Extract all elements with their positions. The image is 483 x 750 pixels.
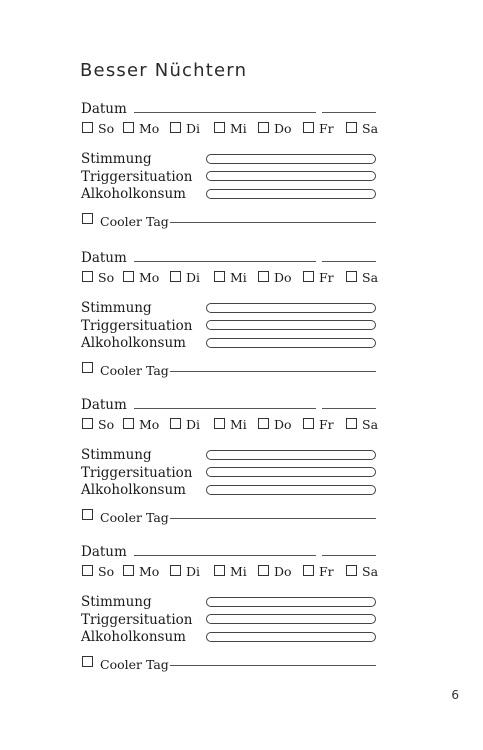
datum-line[interactable] bbox=[134, 408, 316, 409]
datum-line-short[interactable] bbox=[322, 555, 376, 556]
stimmung-label: Stimmung bbox=[81, 447, 152, 463]
stimmung-label: Stimmung bbox=[81, 594, 152, 610]
checkbox[interactable] bbox=[170, 418, 181, 429]
datum-label: Datum bbox=[81, 397, 127, 413]
checkbox[interactable] bbox=[82, 418, 93, 429]
datum-label: Datum bbox=[81, 544, 127, 560]
triggersituation-field[interactable] bbox=[206, 467, 376, 477]
alkoholkonsum-field[interactable] bbox=[206, 632, 376, 642]
stimmung-field[interactable] bbox=[206, 303, 376, 313]
weekday-label: Sa bbox=[362, 270, 379, 285]
weekday-label: Mi bbox=[230, 417, 247, 432]
datum-line-short[interactable] bbox=[322, 112, 376, 113]
weekday-label: Sa bbox=[362, 564, 379, 579]
weekday-label: Fr bbox=[319, 417, 334, 432]
checkbox[interactable] bbox=[258, 565, 269, 576]
weekday-label: Di bbox=[186, 270, 201, 285]
checkbox[interactable] bbox=[346, 122, 357, 133]
weekday-label: Mi bbox=[230, 270, 247, 285]
alkoholkonsum-label: Alkoholkonsum bbox=[81, 482, 186, 498]
weekday-label: Mo bbox=[139, 564, 160, 579]
checkbox[interactable] bbox=[346, 271, 357, 282]
weekday-label: Mo bbox=[139, 121, 160, 136]
stimmung-field[interactable] bbox=[206, 154, 376, 164]
datum-line[interactable] bbox=[134, 112, 316, 113]
cooler-tag-line[interactable] bbox=[170, 665, 376, 666]
checkbox[interactable] bbox=[123, 418, 134, 429]
cooler-tag-label: Cooler Tag bbox=[100, 363, 169, 378]
weekday-label: Do bbox=[274, 564, 292, 579]
weekday-label: Di bbox=[186, 121, 201, 136]
checkbox[interactable] bbox=[303, 418, 314, 429]
alkoholkonsum-label: Alkoholkonsum bbox=[81, 335, 186, 351]
weekday-label: Di bbox=[186, 417, 201, 432]
datum-line-short[interactable] bbox=[322, 408, 376, 409]
journal-entry bbox=[0, 249, 483, 389]
cooler-tag-label: Cooler Tag bbox=[100, 657, 169, 672]
page-number: 6 bbox=[451, 688, 459, 702]
checkbox[interactable] bbox=[170, 122, 181, 133]
alkoholkonsum-field[interactable] bbox=[206, 189, 376, 199]
weekday-label: Fr bbox=[319, 121, 334, 136]
datum-line-short[interactable] bbox=[322, 261, 376, 262]
stimmung-label: Stimmung bbox=[81, 300, 152, 316]
datum-label: Datum bbox=[81, 250, 127, 266]
checkbox[interactable] bbox=[82, 656, 93, 667]
weekday-label: Fr bbox=[319, 270, 334, 285]
checkbox[interactable] bbox=[170, 271, 181, 282]
checkbox[interactable] bbox=[82, 213, 93, 224]
checkbox[interactable] bbox=[346, 565, 357, 576]
weekday-label: So bbox=[98, 121, 115, 136]
datum-line[interactable] bbox=[134, 555, 316, 556]
stimmung-field[interactable] bbox=[206, 597, 376, 607]
checkbox[interactable] bbox=[82, 122, 93, 133]
checkbox[interactable] bbox=[123, 565, 134, 576]
cooler-tag-label: Cooler Tag bbox=[100, 214, 169, 229]
page-title: Besser Nüchtern bbox=[80, 60, 248, 81]
weekday-label: So bbox=[98, 564, 115, 579]
cooler-tag-line[interactable] bbox=[170, 222, 376, 223]
triggersituation-field[interactable] bbox=[206, 614, 376, 624]
weekday-label: Do bbox=[274, 270, 292, 285]
triggersituation-label: Triggersituation bbox=[81, 318, 193, 334]
weekday-label: Mi bbox=[230, 121, 247, 136]
checkbox[interactable] bbox=[303, 271, 314, 282]
checkbox[interactable] bbox=[214, 271, 225, 282]
weekday-label: Fr bbox=[319, 564, 334, 579]
journal-entry bbox=[0, 543, 483, 683]
triggersituation-label: Triggersituation bbox=[81, 465, 193, 481]
weekday-label: Do bbox=[274, 121, 292, 136]
weekday-label: Sa bbox=[362, 417, 379, 432]
cooler-tag-line[interactable] bbox=[170, 518, 376, 519]
journal-entry bbox=[0, 396, 483, 536]
checkbox[interactable] bbox=[170, 565, 181, 576]
weekday-label: Di bbox=[186, 564, 201, 579]
alkoholkonsum-label: Alkoholkonsum bbox=[81, 186, 186, 202]
journal-entry bbox=[0, 100, 483, 240]
weekday-label: So bbox=[98, 270, 115, 285]
stimmung-label: Stimmung bbox=[81, 151, 152, 167]
checkbox[interactable] bbox=[258, 418, 269, 429]
triggersituation-field[interactable] bbox=[206, 171, 376, 181]
checkbox[interactable] bbox=[258, 271, 269, 282]
weekday-label: Do bbox=[274, 417, 292, 432]
checkbox[interactable] bbox=[82, 509, 93, 520]
checkbox[interactable] bbox=[82, 565, 93, 576]
weekday-label: Mo bbox=[139, 270, 160, 285]
alkoholkonsum-field[interactable] bbox=[206, 485, 376, 495]
cooler-tag-label: Cooler Tag bbox=[100, 510, 169, 525]
weekday-label: So bbox=[98, 417, 115, 432]
alkoholkonsum-field[interactable] bbox=[206, 338, 376, 348]
datum-label: Datum bbox=[81, 101, 127, 117]
checkbox[interactable] bbox=[346, 418, 357, 429]
checkbox[interactable] bbox=[258, 122, 269, 133]
triggersituation-label: Triggersituation bbox=[81, 612, 193, 628]
checkbox[interactable] bbox=[123, 122, 134, 133]
triggersituation-field[interactable] bbox=[206, 320, 376, 330]
datum-line[interactable] bbox=[134, 261, 316, 262]
triggersituation-label: Triggersituation bbox=[81, 169, 193, 185]
checkbox[interactable] bbox=[82, 362, 93, 373]
stimmung-field[interactable] bbox=[206, 450, 376, 460]
checkbox[interactable] bbox=[303, 565, 314, 576]
checkbox[interactable] bbox=[214, 122, 225, 133]
cooler-tag-line[interactable] bbox=[170, 371, 376, 372]
alkoholkonsum-label: Alkoholkonsum bbox=[81, 629, 186, 645]
checkbox[interactable] bbox=[214, 565, 225, 576]
weekday-label: Mi bbox=[230, 564, 247, 579]
checkbox[interactable] bbox=[214, 418, 225, 429]
weekday-label: Sa bbox=[362, 121, 379, 136]
checkbox[interactable] bbox=[303, 122, 314, 133]
checkbox[interactable] bbox=[123, 271, 134, 282]
checkbox[interactable] bbox=[82, 271, 93, 282]
weekday-label: Mo bbox=[139, 417, 160, 432]
